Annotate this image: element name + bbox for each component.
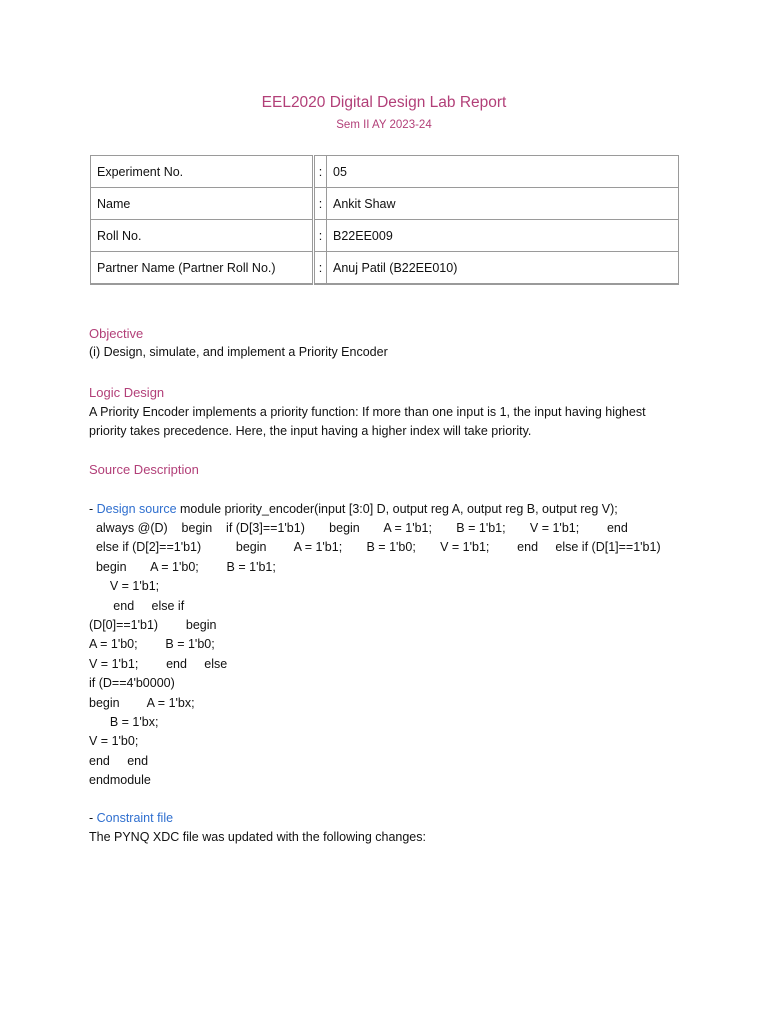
separator: : [314,188,327,220]
code-line: end else if [89,598,185,613]
name-label: Name [91,188,314,220]
name-value: Ankit Shaw [327,188,679,220]
partner-value: Anuj Patil (B22EE010) [327,252,679,285]
code-line: B = 1'bx; [89,715,159,730]
logic-design-line-2: priority takes precedence. Here, the input having a higher index will take priority. [89,424,532,438]
report-title: EEL2020 Digital Design Lab Report [261,94,507,111]
info-table [90,155,679,285]
constraint-dash: - [89,811,97,825]
table-row [91,188,679,220]
objective-text: (i) Design, simulate, and implement a Priority Encoder [89,345,388,359]
logic-design-line-1: A Priority Encoder implements a priority function: If more than one input is 1, the input having highest [89,405,646,419]
code-line: else if (D[2]==1'b1) begin A = 1'b1; B = 1'b0; V = 1'b1; end else if (D[1]==1'b1) [89,540,661,555]
experiment-label: Experiment No. [91,156,314,188]
code-line: module priority_encoder(input [3:0] D, output reg A, output reg B, output reg V); [176,502,618,516]
separator: : [314,252,327,285]
code-line: V = 1'b0; [89,734,139,749]
table-row [91,252,679,285]
table-row [91,156,679,188]
code-line: begin A = 1'bx; [89,695,195,710]
code-line: V = 1'b1; [89,579,160,594]
separator: : [314,220,327,252]
code-line: A = 1'b0; B = 1'b0; [89,637,215,652]
code-line: endmodule [89,773,151,788]
separator: : [314,156,327,188]
code-line: always @(D) begin if (D[3]==1'b1) begin A = 1'b1; B = 1'b1; V = 1'b1; end [89,521,628,535]
constraint-file-line [89,809,173,829]
constraint-file-label: Constraint file [96,811,174,825]
code-line: begin A = 1'b0; B = 1'b1; [89,559,276,574]
code-line: (D[0]==1'b1) begin [89,618,217,633]
roll-value: B22EE009 [327,220,679,252]
code-block [89,519,661,791]
experiment-value: 05 [327,156,679,188]
logic-design-heading: Logic Design [89,385,165,400]
source-description-heading: Source Description [89,462,199,477]
constraint-file-text: The PYNQ XDC file was updated with the following changes: [89,830,426,844]
code-line: end end [89,753,149,768]
design-source-dash: - [89,502,97,516]
objective-heading: Objective [89,326,144,341]
design-source-line [89,500,618,520]
code-line: if (D==4'b0000) [89,676,175,691]
table-row [91,220,679,252]
partner-label: Partner Name (Partner Roll No.) [91,252,314,285]
design-source-label: Design source [96,502,177,516]
roll-label: Roll No. [91,220,314,252]
code-line: V = 1'b1; end else [89,656,228,671]
report-subtitle: Sem II AY 2023-24 [336,119,432,131]
